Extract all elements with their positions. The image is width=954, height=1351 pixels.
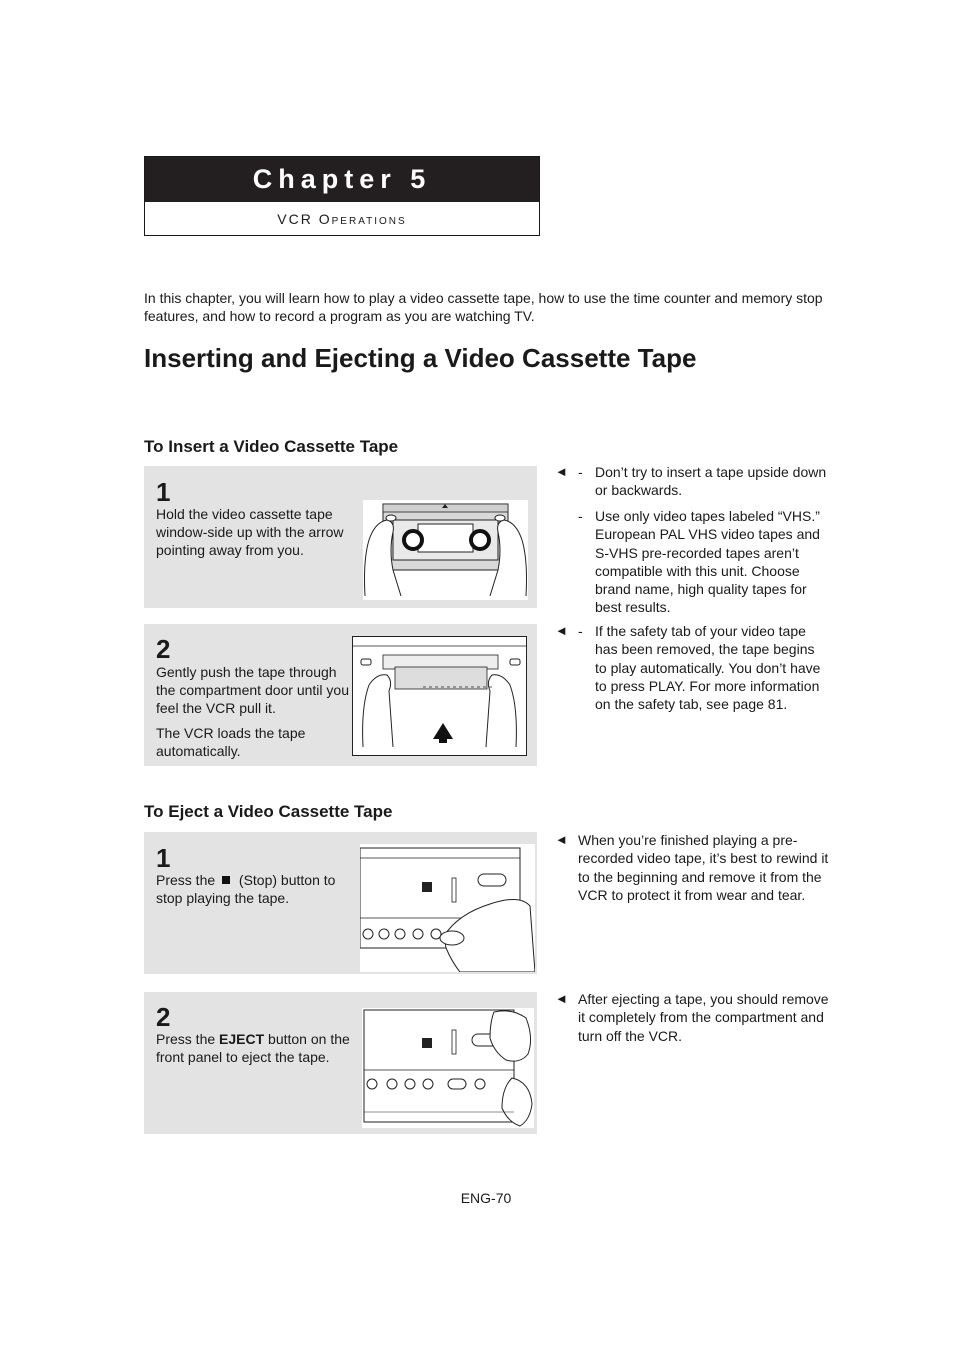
note-dash: - (578, 623, 583, 639)
step-text-before: Press the (156, 872, 220, 888)
step-number: 2 (156, 634, 171, 664)
step-text-secondary: The VCR loads the tape automatically. (156, 725, 306, 759)
stop-square-icon (222, 876, 230, 884)
pointer-arrow-icon: ◄ (555, 991, 568, 1006)
vcr-stop-button-illustration (360, 844, 535, 972)
vcr-eject-button-illustration (362, 1008, 534, 1128)
insert-step-1-panel (144, 466, 537, 608)
step-text-block (156, 663, 354, 767)
intro-paragraph: In this chapter, you will learn how to play a video cassette tape, how to use the time counter and memory stop features, and how to record a program as you are watching TV. (144, 290, 823, 324)
step-number: 1 (156, 477, 171, 507)
eject-step-2-panel (144, 992, 537, 1134)
step-text-before: Press the (156, 1031, 220, 1047)
section-title: Inserting and Ejecting a Video Cassette Tape (144, 343, 697, 373)
note-dash: - (578, 508, 583, 524)
step-number: 2 (156, 1002, 171, 1032)
step-text: Gently push the tape through the compartment door until you feel the VCR pull it. (156, 664, 349, 716)
pointer-arrow-icon: ◄ (555, 464, 568, 479)
note-text: After ejecting a tape, you should remove it completely from the compartment and turn off the VCR. (578, 991, 829, 1044)
step-text (156, 871, 354, 907)
chapter-header (144, 156, 540, 236)
eject-heading: To Eject a Video Cassette Tape (144, 802, 393, 821)
pointer-arrow-icon: ◄ (555, 623, 568, 638)
chapter-subheading-text: VCR Operations (277, 211, 407, 227)
hands-holding-tape-illustration (363, 500, 528, 600)
insert-step-2-panel (144, 624, 537, 766)
step-text: Hold the video cassette tape window-side up with the arrow pointing away from you. (156, 506, 344, 558)
eject-label: EJECT (219, 1031, 265, 1047)
step-number: 1 (156, 843, 171, 873)
step-text-after: button on the front panel to eject the tape. (156, 1031, 350, 1065)
note-text: Use only video tapes labeled “VHS.” European PAL VHS video tapes and S-VHS pre-recorded tapes aren’t compatible with this unit. Choose brand name, high quality tapes for best results. (595, 508, 820, 616)
eject-step-1-panel (144, 832, 537, 974)
chapter-heading: Chapter 5 (145, 157, 539, 202)
note-text: If the safety tab of your video tape has been removed, the tape begins to play automatically. You don’t have to press PLAY. For more information on the safety tab, see page 81. (595, 623, 821, 713)
chapter-subheading (145, 203, 539, 236)
note-text: When you’re finished playing a pre-recorded video tape, it’s best to rewind it to the beginning and remove it from the VCR to protect it from wear and tear. (578, 832, 829, 903)
note-dash: - (578, 464, 583, 480)
page-number: ENG-70 (460, 1190, 512, 1206)
note-text: Don’t try to insert a tape upside down or backwards. (595, 464, 827, 499)
vcr-insertion-illustration (352, 636, 527, 756)
pointer-arrow-icon: ◄ (555, 832, 568, 847)
step-text-after: (Stop) button to stop playing the tape. (156, 872, 336, 906)
step-text (156, 1030, 356, 1066)
insert-heading: To Insert a Video Cassette Tape (144, 437, 399, 456)
